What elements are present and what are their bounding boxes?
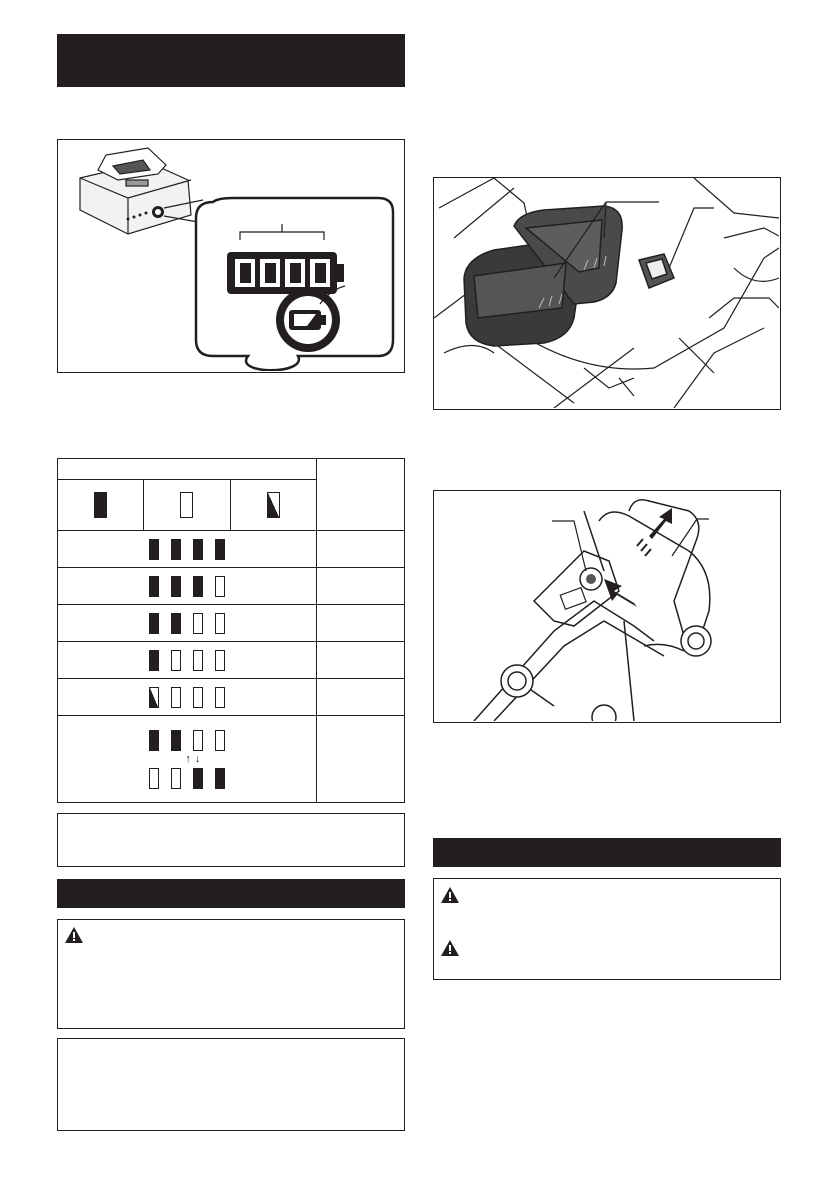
capacity-cell: [316, 642, 404, 679]
warning-box-right: [433, 878, 781, 980]
mower-handle-illustration: [434, 491, 779, 721]
indicator-row-alternating: [58, 716, 317, 803]
warning-icon: [64, 926, 84, 944]
battery-indicator-table: [57, 458, 405, 803]
capacity-cell: [316, 716, 404, 803]
mower-handle-figure: [433, 490, 781, 723]
battery-level-icon: [227, 252, 344, 294]
indicator-row: [58, 642, 317, 679]
note-box-2: [57, 1038, 405, 1131]
indicator-row: [58, 679, 317, 716]
capacity-cell: [316, 605, 404, 642]
battery-compartment-illustration: [434, 178, 779, 408]
warning-box: [57, 919, 405, 1029]
lamp-on-icon: [94, 492, 107, 518]
lamp-off-icon: [180, 492, 193, 518]
alternating-arrows: ↑↓: [185, 752, 205, 765]
indicator-row: [58, 531, 317, 568]
section-header-battery-indication: [57, 34, 405, 87]
capacity-cell: [316, 679, 404, 716]
indicator-lamps-header: [58, 459, 317, 480]
battery-figure: [57, 139, 405, 373]
legend-blinking: [230, 480, 316, 531]
remaining-capacity-header: [316, 459, 404, 531]
indicator-row: [58, 605, 317, 642]
capacity-cell: [316, 531, 404, 568]
warning-icon: [440, 939, 460, 957]
capacity-cell: [316, 568, 404, 605]
legend-on: [58, 480, 144, 531]
legend-off: [144, 480, 230, 531]
section-header-protection-system: [57, 879, 405, 908]
battery-compartment-figure: [433, 177, 781, 410]
indicator-row: [58, 568, 317, 605]
section-header-right: [433, 838, 781, 867]
lamp-blinking-icon: [267, 492, 280, 518]
battery-pack-illustration: [58, 140, 403, 371]
note-box: [57, 813, 405, 867]
warning-icon: [440, 886, 460, 904]
